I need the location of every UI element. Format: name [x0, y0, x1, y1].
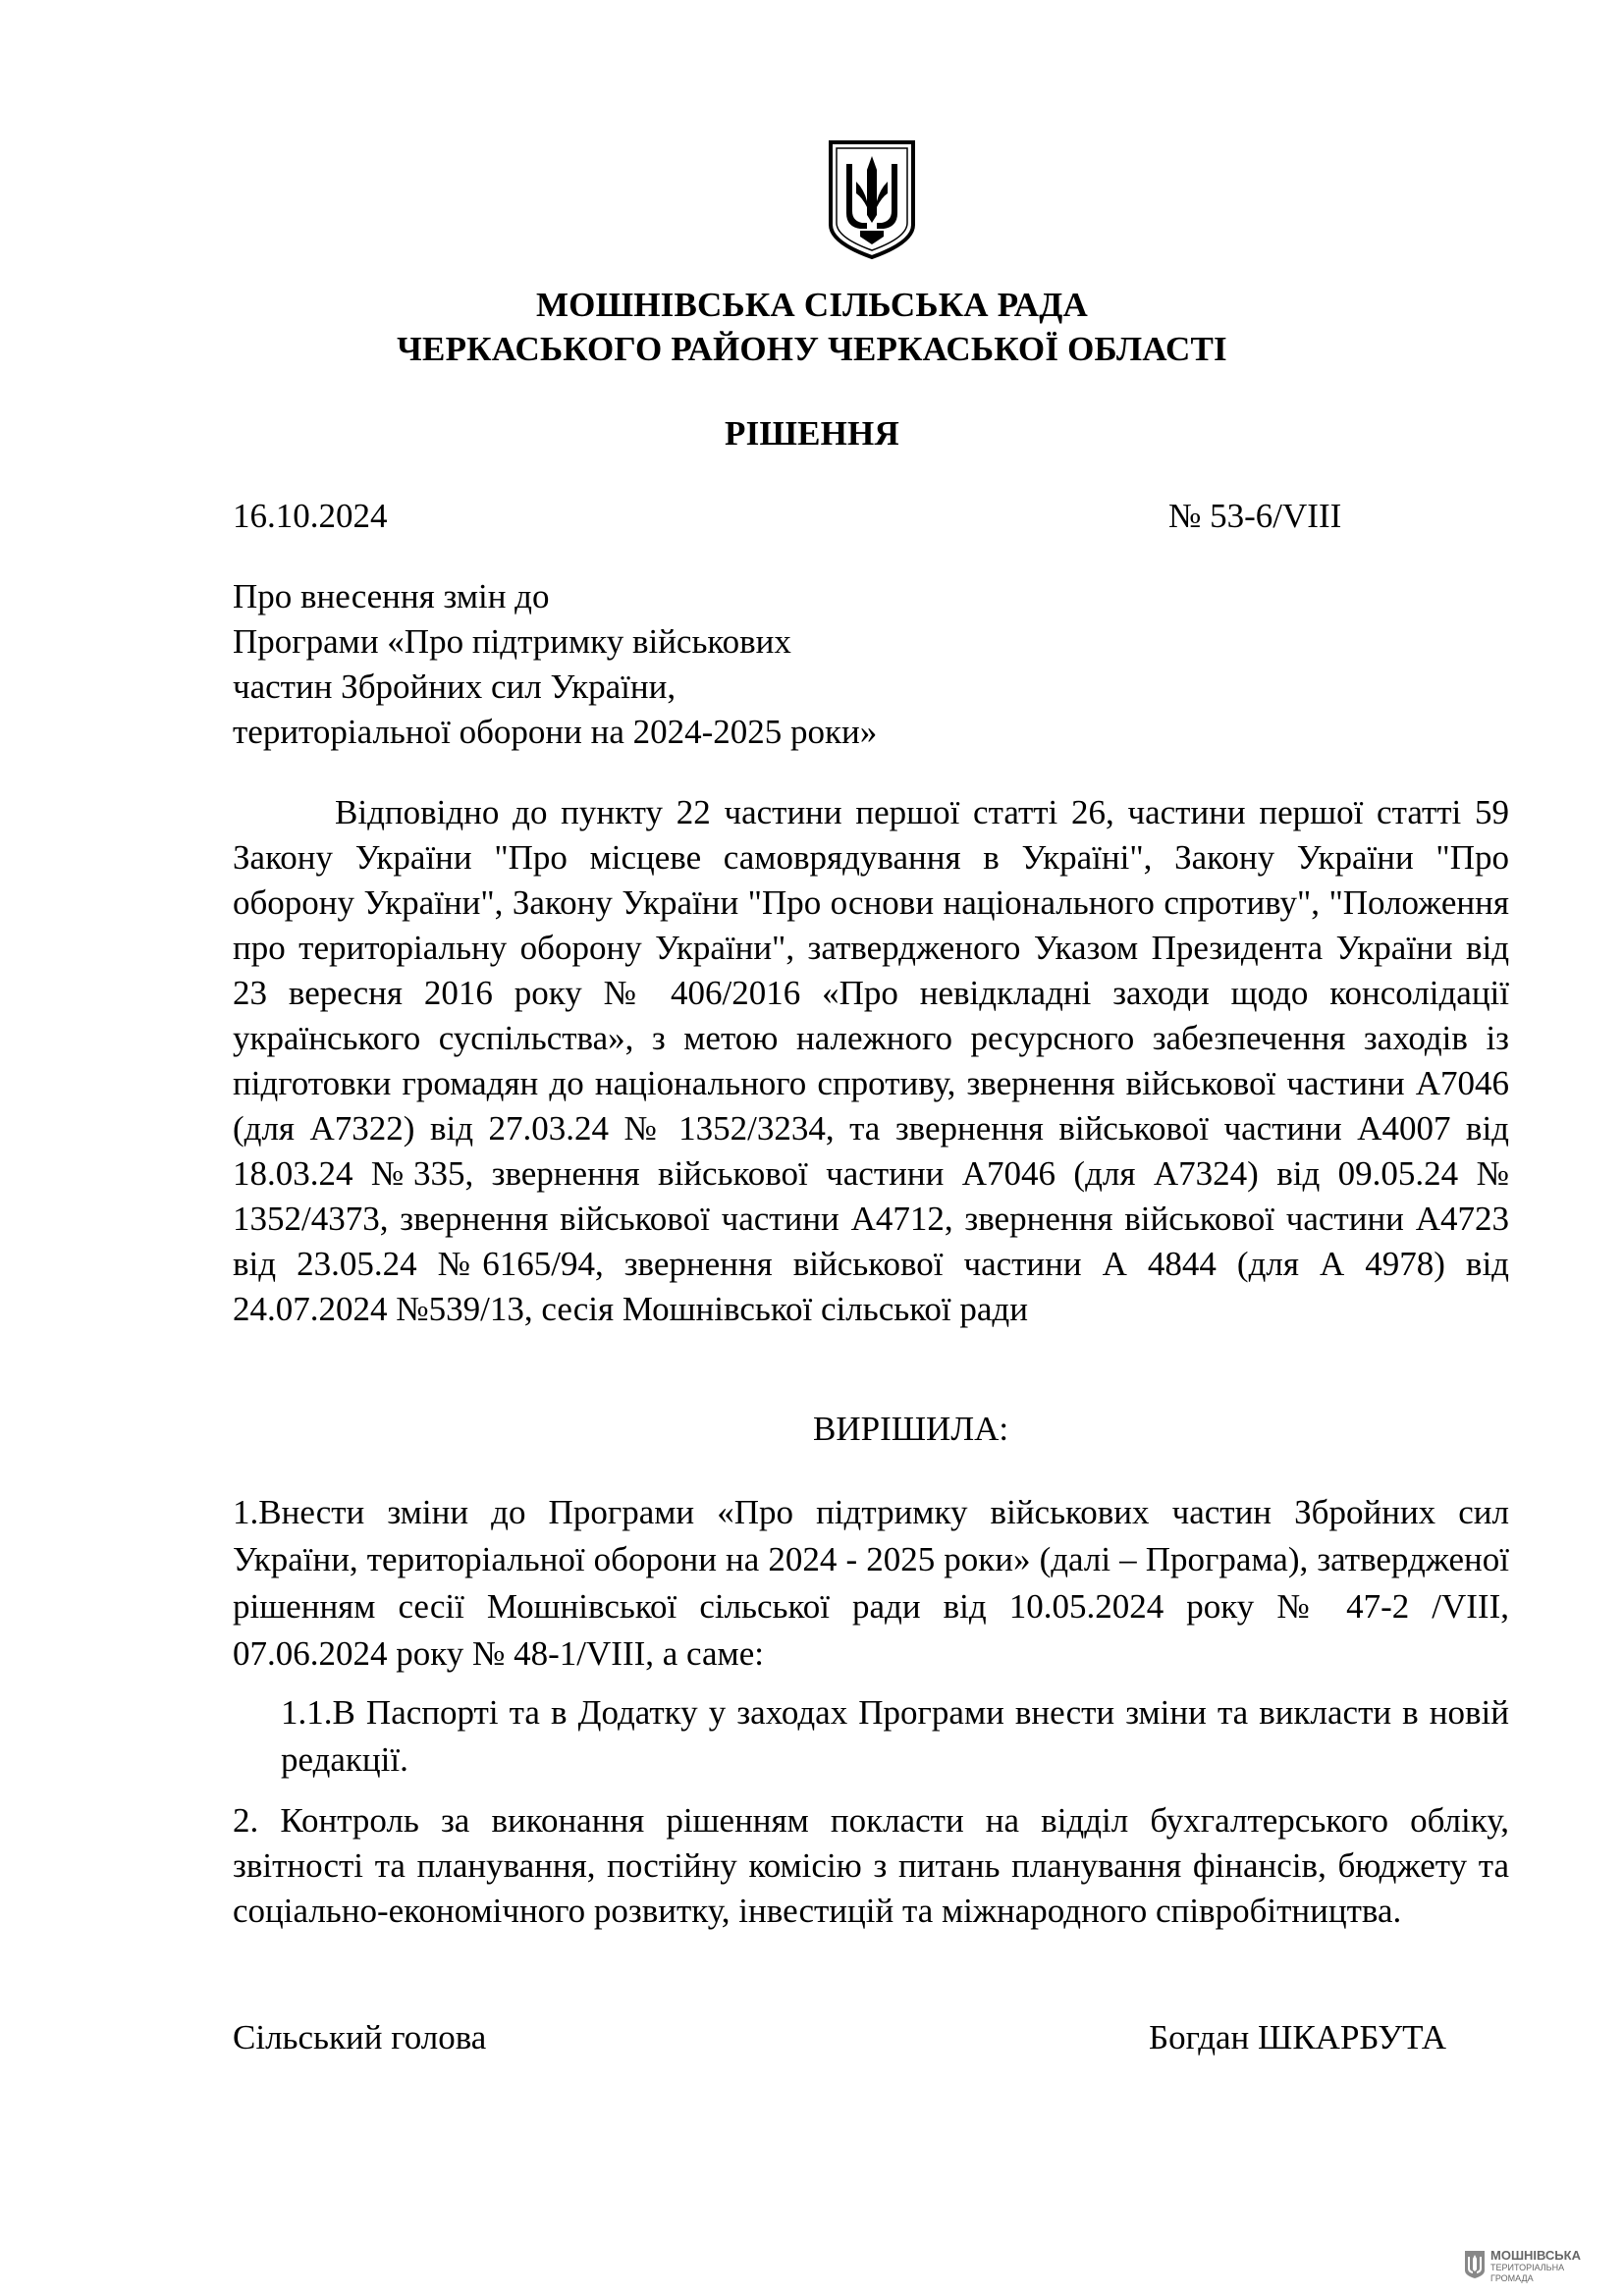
decision-number: № 53-6/VIII: [1168, 497, 1342, 535]
watermark-line2: ТЕРИТОРІАЛЬНА: [1490, 2263, 1565, 2272]
signature-position: Сільський голова: [233, 2018, 487, 2056]
decided-heading: ВИРІШИЛА:: [813, 1410, 1009, 1448]
signature-name: Богдан ШКАРБУТА: [1149, 2018, 1446, 2056]
tryzub-small-icon: [1464, 2250, 1486, 2284]
decision-subject: [233, 574, 1116, 755]
decision-date: 16.10.2024: [233, 497, 388, 535]
item-1: 1.Внести зміни до Програми «Про підтримку військових частин Збройних сил України, територіальної оборони на 2024 - 2025 роки» (далі – Програма), затвердженої рішенням сесії Мошнівської сільської ради від 10.05.2024 року № 47-2 /VIII, 07.06.2024 року № 48-1/VIII, а саме:: [233, 1493, 1509, 1673]
council-name-line2: ЧЕРКАСЬКОГО РАЙОНУ ЧЕРКАСЬКОЇ ОБЛАСТІ: [397, 330, 1227, 368]
item-1-1: 1.1.В Паспорті та в Додатку у заходах Програми внести зміни та викласти в новій редакції.: [281, 1693, 1509, 1779]
watermark-line1: МОШНІВСЬКА: [1490, 2248, 1581, 2263]
community-watermark: [1464, 2248, 1611, 2291]
council-name-line1: МОШНІВСЬКА СІЛЬСЬКА РАДА: [535, 286, 1089, 324]
subject-line: Про внесення змін до: [233, 577, 550, 615]
subject-line: територіальної оборони на 2024-2025 роки»: [233, 713, 878, 751]
document-type-title: РІШЕННЯ: [725, 414, 899, 453]
item-2: 2. Контроль за виконання рішенням покласти на відділ бухгалтерського обліку, звітності та планування, постійну комісію з питань планування фінансів, бюджету та соціально-економічного розвитку, інвестицій та міжнародного співробітництва.: [233, 1801, 1509, 1930]
subject-line: Програми «Про підтримку військових: [233, 622, 791, 661]
subject-line: частин Збройних сил України,: [233, 667, 677, 706]
watermark-line3: ГРОМАДА: [1490, 2273, 1534, 2283]
preamble-paragraph: Відповідно до пункту 22 частини першої статті 26, частини першої статті 59 Закону України "Про місцеве самоврядування в Україні", Закону України "Про оборону України", Закону України "Про основи національного спротиву", "Положення про територіальну оборону України", затвердженого Указом Президента України від 23 вересня 2016 року № 406/2016 «Про невідкладні заходи щодо консолідації українського суспільства», з метою належного ресурсного забезпечення заходів із підготовки громадян до національного спротиву, звернення військової частини А7046 (для А7322) від 27.03.24 № 1352/3234, та звернення військової частини А4007 від 18.03.24 №335, звернення військової частини А7046 (для А7324) від 09.05.24 № 1352/4373, звернення військової частини А4712, звернення військової частини А4723 від 23.05.24 №6165/94, звернення військової частини А 4844 (для А 4978) від 24.07.2024 №539/13, сесія Мошнівської сільської ради: [233, 793, 1509, 1328]
tryzub-coat-of-arms-icon: [827, 138, 917, 260]
